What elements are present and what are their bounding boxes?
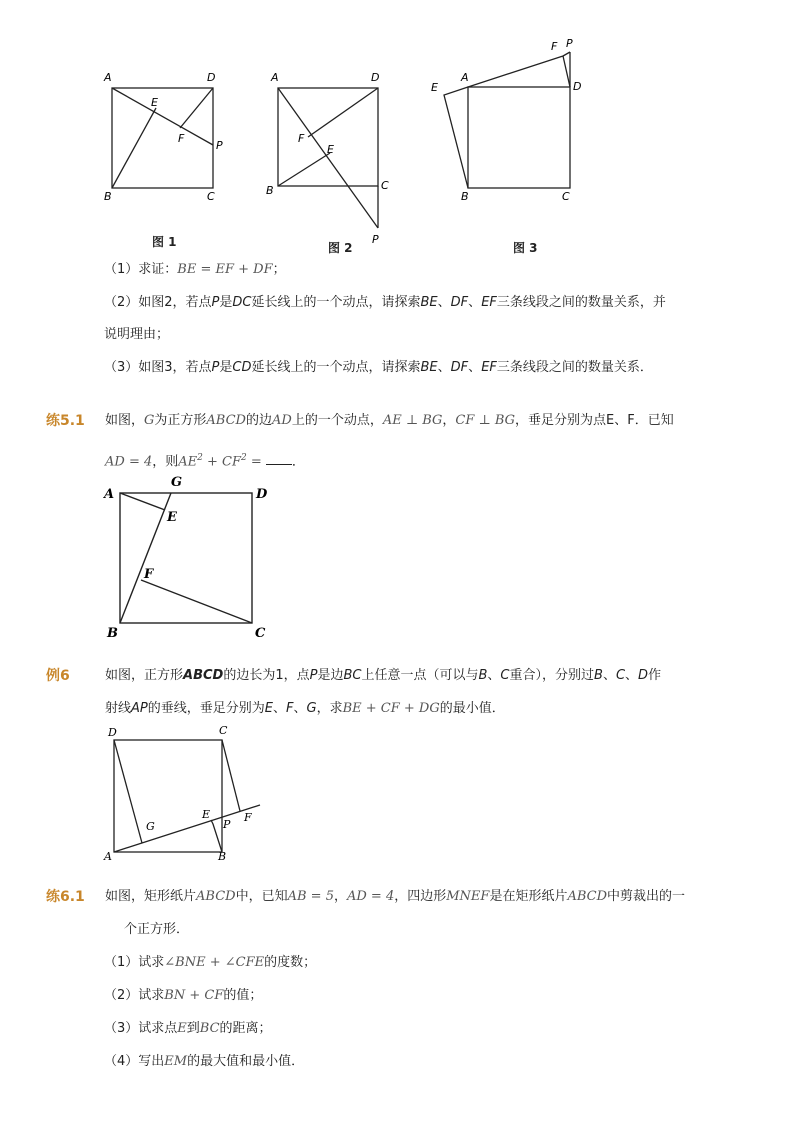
practice61-line2: 个正方形． (124, 922, 190, 937)
practice61-q3: （3）试求点E到BC的距离； (104, 1021, 272, 1036)
practice61-q4: （4）写出EM的最大值和最小值． (104, 1054, 305, 1069)
fig1-label-F: F (178, 132, 185, 145)
practice61-q1: （1）试求∠BNE + ∠CFE的度数； (104, 955, 317, 970)
ex6-label-E: E (202, 808, 211, 821)
fig1-label-C: C (207, 190, 215, 203)
fig2-label-C: C (381, 179, 389, 192)
practice61-line1: 如图，矩形纸片ABCD中，已知AB = 5，AD = 4，四边形MNEF是在矩形纸片ABCD中剪裁出的一 (105, 889, 686, 904)
ex5-q2-line1: （2）如图2，若点P是DC延长线上的一个动点，请探索BE、DF、EF三条线段之间的数量关系，并 (104, 295, 666, 310)
p51-label-A: A (104, 487, 115, 502)
ex6-label-C: C (219, 724, 228, 737)
example6-tag: 例6 (46, 668, 70, 684)
fig3-label-C: C (562, 190, 570, 203)
fig2-caption: 图 2 (328, 241, 353, 255)
fig3-label-D: D (573, 80, 582, 93)
fig1-caption: 图 1 (152, 235, 177, 249)
fig3-caption: 图 3 (513, 241, 538, 255)
fig1-label-E: E (151, 96, 158, 109)
ex6-label-D: D (108, 726, 117, 739)
figure-2 (262, 64, 402, 249)
fig1-label-P: P (216, 139, 223, 152)
fig2-label-A: A (271, 71, 279, 84)
fig3-label-A: A (461, 71, 469, 84)
fig2-label-D: D (371, 71, 380, 84)
p51-label-B: B (107, 626, 118, 641)
practice51-tag: 练5.1 (46, 413, 85, 429)
fig2-label-B: B (266, 184, 274, 197)
p51-label-F: F (144, 567, 154, 582)
p51-label-C: C (255, 626, 266, 641)
p51-label-G: G (171, 475, 183, 490)
ex6-label-P: P (223, 818, 231, 831)
practice51-line2: AD = 4，则$AE^2 + CF^2$ = ． (105, 453, 305, 470)
ex6-label-F: F (244, 811, 252, 824)
fig3-label-E: E (431, 81, 438, 94)
ex6-label-A: A (104, 850, 112, 863)
practice51-line1: 如图，G为正方形ABCD的边AD上的一个动点，AE ⊥ BG，CF ⊥ BG，垂足分别为点E、F．已知 (105, 413, 674, 428)
practice61-tag: 练6.1 (46, 889, 85, 905)
example6-line1: 如图，正方形ABCD的边长为1，点P是边BC上任意一点（可以与B、C重合），分别过B、C、D作 (105, 668, 662, 683)
ex5-q1: （1）求证：BE = EF + DF； (104, 262, 286, 277)
fig3-label-B: B (461, 190, 469, 203)
fig1-label-A: A (104, 71, 112, 84)
p51-label-E: E (167, 510, 177, 525)
figure-3 (425, 35, 595, 210)
fig1-label-B: B (104, 190, 112, 203)
fig1-label-D: D (207, 71, 216, 84)
ex5-q2-line2: 说明理由； (104, 327, 170, 342)
fig2-label-P: P (372, 233, 379, 246)
fig3-label-P: P (566, 37, 573, 50)
practice51-figure (100, 470, 280, 645)
practice61-q2: （2）试求BN + CF的值； (104, 988, 263, 1003)
fig3-label-F: F (551, 40, 558, 53)
answer-blank (266, 452, 292, 465)
fig2-label-F: F (298, 132, 305, 145)
example6-line2: 射线AP的垂线，垂足分别为E、F、G，求BE + CF + DG的最小值． (105, 701, 505, 716)
fig2-label-E: E (327, 143, 334, 156)
figure-1 (96, 64, 236, 209)
ex6-label-B: B (218, 850, 227, 863)
p51-label-D: D (256, 487, 268, 502)
example6-figure (100, 720, 270, 865)
ex5-q3: （3）如图3，若点P是CD延长线上的一个动点，请探索BE、DF、EF三条线段之间的数量关系． (104, 360, 653, 375)
ex6-label-G: G (146, 820, 155, 833)
